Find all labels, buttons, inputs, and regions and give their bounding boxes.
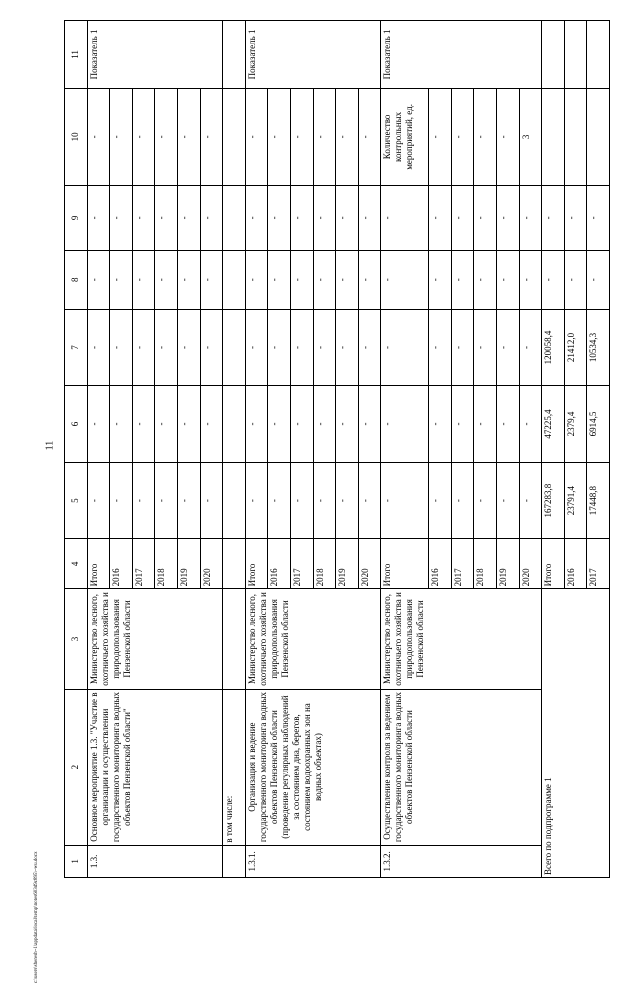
value-cell: - xyxy=(336,309,359,386)
year-cell: 2016 xyxy=(564,539,587,589)
row-number: 1.3.1. xyxy=(245,845,381,877)
value-cell: - xyxy=(496,462,519,539)
value-cell: - xyxy=(268,386,291,463)
value-cell: - xyxy=(496,185,519,250)
value-cell: - xyxy=(290,185,313,250)
col-header: 3 xyxy=(65,589,88,689)
blank-cell xyxy=(223,539,246,589)
year-cell: 2019 xyxy=(177,539,200,589)
blank-cell xyxy=(542,88,565,185)
year-cell: 2017 xyxy=(132,539,155,589)
value-cell: - xyxy=(451,462,474,539)
blank-cell xyxy=(223,185,246,250)
value-cell: 21412,0 xyxy=(564,309,587,386)
value-cell: - xyxy=(110,386,133,463)
col-header: 7 xyxy=(65,309,88,386)
year-cell: 2020 xyxy=(519,539,542,589)
value-cell: - xyxy=(496,250,519,309)
value-cell: - xyxy=(268,185,291,250)
value-cell: - xyxy=(474,309,497,386)
value-cell: - xyxy=(496,386,519,463)
value-cell: - xyxy=(245,88,268,185)
value-cell: - xyxy=(110,185,133,250)
value-cell: - xyxy=(155,462,178,539)
value-cell: 23791,4 xyxy=(564,462,587,539)
value-cell: 2379,4 xyxy=(564,386,587,463)
value-cell: - xyxy=(155,309,178,386)
value-cell: - xyxy=(564,185,587,250)
value-cell: - xyxy=(358,250,381,309)
value-cell: - xyxy=(336,185,359,250)
year-cell: 2016 xyxy=(110,539,133,589)
value-cell: - xyxy=(268,250,291,309)
value-cell: - xyxy=(358,462,381,539)
value-cell: - xyxy=(451,250,474,309)
blank-cell xyxy=(587,21,610,89)
col-header: 6 xyxy=(65,386,88,463)
value-cell: - xyxy=(132,88,155,185)
value-cell: - xyxy=(542,250,565,309)
value-cell: - xyxy=(200,250,223,309)
value-cell: - xyxy=(313,462,336,539)
indicator-ref: Показатель 1 xyxy=(381,21,542,89)
value-cell: - xyxy=(200,309,223,386)
indicator-name: Количество контрольных мероприятий, ед. xyxy=(381,88,429,185)
activity-name: Основное мероприятие 1.3. "Участие в организации и осуществлении государственного мониторинга водных объектов Пензенской области" xyxy=(87,689,223,845)
col-header: 11 xyxy=(65,21,88,89)
value-cell: - xyxy=(87,462,110,539)
indicator-ref: Показатель 1 xyxy=(245,21,381,89)
value-cell: - xyxy=(358,386,381,463)
value-cell: - xyxy=(87,309,110,386)
value-cell: - xyxy=(451,185,474,250)
value-cell: - xyxy=(110,309,133,386)
program-activities-table xyxy=(64,20,610,878)
value-cell: - xyxy=(381,309,429,386)
year-cell: 2017 xyxy=(587,539,610,589)
blank-cell xyxy=(542,21,565,89)
value-cell: - xyxy=(87,185,110,250)
value-cell: - xyxy=(110,462,133,539)
value-cell: - xyxy=(587,185,610,250)
value-cell: - xyxy=(177,250,200,309)
value-cell: - xyxy=(313,185,336,250)
value-cell: 17448,8 xyxy=(587,462,610,539)
col-header: 1 xyxy=(65,845,88,877)
table-row xyxy=(87,21,110,878)
value-cell: - xyxy=(336,250,359,309)
activity-name: Организация и ведение государственного мониторинга водных объектов Пензенской области (проведение регулярных наблюдений за состоянием дна, берегов, состоянием водоохранных зон на водных объектах) xyxy=(245,689,381,845)
value-cell: - xyxy=(290,250,313,309)
value-cell: - xyxy=(200,386,223,463)
year-cell: 2019 xyxy=(336,539,359,589)
value-cell: - xyxy=(381,250,429,309)
col-header: 10 xyxy=(65,88,88,185)
value-cell: - xyxy=(358,88,381,185)
value-cell: - xyxy=(132,185,155,250)
page-number: 11 xyxy=(44,440,56,451)
value-cell: - xyxy=(155,386,178,463)
value-cell: - xyxy=(155,88,178,185)
value-cell: - xyxy=(542,185,565,250)
indicator-ref: Показатель 1 xyxy=(87,21,223,89)
row-number: 1.3. xyxy=(87,845,223,877)
value-cell: - xyxy=(587,250,610,309)
value-cell: - xyxy=(290,462,313,539)
value-cell: - xyxy=(451,386,474,463)
value-cell: - xyxy=(132,309,155,386)
value-cell: - xyxy=(290,88,313,185)
blank-cell xyxy=(223,845,246,877)
value-cell: - xyxy=(155,250,178,309)
value-cell: - xyxy=(519,462,542,539)
value-cell: - xyxy=(177,88,200,185)
year-cell: Итого xyxy=(245,539,268,589)
value-cell: - xyxy=(313,250,336,309)
value-cell: - xyxy=(268,309,291,386)
value-cell: - xyxy=(429,250,452,309)
blank-cell xyxy=(223,88,246,185)
value-cell: - xyxy=(245,309,268,386)
value-cell: - xyxy=(177,185,200,250)
value-cell: - xyxy=(496,309,519,386)
total-row xyxy=(542,21,565,878)
value-cell: - xyxy=(132,386,155,463)
value-cell: - xyxy=(177,462,200,539)
value-cell: - xyxy=(519,185,542,250)
total-label: Всего по подпрограмме 1 xyxy=(542,589,610,878)
year-cell: 2018 xyxy=(155,539,178,589)
value-cell: - xyxy=(200,185,223,250)
value-cell: 47225,4 xyxy=(542,386,565,463)
blank-cell xyxy=(223,589,246,689)
value-cell: - xyxy=(336,462,359,539)
year-cell: 2017 xyxy=(290,539,313,589)
value-cell: 10534,3 xyxy=(587,309,610,386)
value-cell: - xyxy=(313,386,336,463)
including-label: в том числе: xyxy=(223,689,246,845)
activity-name: Осуществление контроля за ведением государственного мониторинга водных объектов Пензенской области xyxy=(381,689,542,845)
value-cell: - xyxy=(87,250,110,309)
year-cell: 2018 xyxy=(474,539,497,589)
value-cell: - xyxy=(474,185,497,250)
value-cell: - xyxy=(451,309,474,386)
value-cell: - xyxy=(245,462,268,539)
value-cell: - xyxy=(474,462,497,539)
blank-cell xyxy=(223,386,246,463)
footer-file-path: c:\users\sheresh~1\appdata\local\temp\notes603d9c895\~wu.docx xyxy=(34,851,39,983)
value-cell: 120058,4 xyxy=(542,309,565,386)
blank-cell xyxy=(223,250,246,309)
year-cell: Итого xyxy=(87,539,110,589)
value-cell: 6914,5 xyxy=(587,386,610,463)
value-cell: - xyxy=(87,386,110,463)
value-cell: - xyxy=(474,88,497,185)
value-cell: - xyxy=(474,250,497,309)
blank-cell xyxy=(564,21,587,89)
rotated-table-container xyxy=(64,20,610,878)
value-cell: - xyxy=(336,386,359,463)
value-cell: - xyxy=(496,88,519,185)
row-number: 1.3.2. xyxy=(381,845,542,877)
blank-cell xyxy=(223,462,246,539)
value-cell: - xyxy=(313,309,336,386)
value-cell: - xyxy=(564,250,587,309)
table-row xyxy=(381,21,429,878)
value-cell: - xyxy=(155,185,178,250)
value-cell: - xyxy=(336,88,359,185)
year-cell: 2016 xyxy=(268,539,291,589)
blank-cell xyxy=(223,309,246,386)
value-cell: 3 xyxy=(519,88,542,185)
value-cell: - xyxy=(429,462,452,539)
year-cell: 2020 xyxy=(200,539,223,589)
col-header: 4 xyxy=(65,539,88,589)
value-cell: - xyxy=(290,309,313,386)
value-cell: - xyxy=(358,309,381,386)
value-cell: - xyxy=(519,309,542,386)
value-cell: - xyxy=(132,250,155,309)
value-cell: - xyxy=(474,386,497,463)
value-cell: - xyxy=(519,386,542,463)
executor: Министерство лесного, охотничьего хозяйства и природопользования Пензенской области xyxy=(87,589,223,689)
value-cell: - xyxy=(381,462,429,539)
value-cell: - xyxy=(177,309,200,386)
year-cell: 2017 xyxy=(451,539,474,589)
value-cell: - xyxy=(429,88,452,185)
year-cell: 2018 xyxy=(313,539,336,589)
value-cell: - xyxy=(519,250,542,309)
value-cell: - xyxy=(313,88,336,185)
value-cell: - xyxy=(132,462,155,539)
year-cell: 2016 xyxy=(429,539,452,589)
value-cell: - xyxy=(110,250,133,309)
col-header: 5 xyxy=(65,462,88,539)
value-cell: - xyxy=(429,309,452,386)
value-cell: - xyxy=(110,88,133,185)
subheading-row xyxy=(223,21,246,878)
col-header: 9 xyxy=(65,185,88,250)
value-cell: - xyxy=(87,88,110,185)
year-cell: Итого xyxy=(542,539,565,589)
value-cell: - xyxy=(381,386,429,463)
blank-cell xyxy=(587,88,610,185)
executor: Министерство лесного, охотничьего хозяйства и природопользования Пензенской области xyxy=(245,589,381,689)
value-cell: - xyxy=(358,185,381,250)
value-cell: - xyxy=(268,88,291,185)
column-number-row xyxy=(65,21,88,878)
value-cell: - xyxy=(381,185,429,250)
executor: Министерство лесного, охотничьего хозяйства и природопользования Пензенской области xyxy=(381,589,542,689)
value-cell: - xyxy=(451,88,474,185)
col-header: 2 xyxy=(65,689,88,845)
value-cell: - xyxy=(290,386,313,463)
blank-cell xyxy=(223,21,246,89)
value-cell: - xyxy=(429,185,452,250)
value-cell: - xyxy=(245,250,268,309)
value-cell: 167283,8 xyxy=(542,462,565,539)
value-cell: - xyxy=(177,386,200,463)
year-cell: 2020 xyxy=(358,539,381,589)
col-header: 8 xyxy=(65,250,88,309)
value-cell: - xyxy=(245,185,268,250)
table-row xyxy=(245,21,268,878)
value-cell: - xyxy=(429,386,452,463)
blank-cell xyxy=(564,88,587,185)
value-cell: - xyxy=(200,462,223,539)
value-cell: - xyxy=(245,386,268,463)
year-cell: Итого xyxy=(381,539,429,589)
value-cell: - xyxy=(268,462,291,539)
year-cell: 2019 xyxy=(496,539,519,589)
value-cell: - xyxy=(200,88,223,185)
